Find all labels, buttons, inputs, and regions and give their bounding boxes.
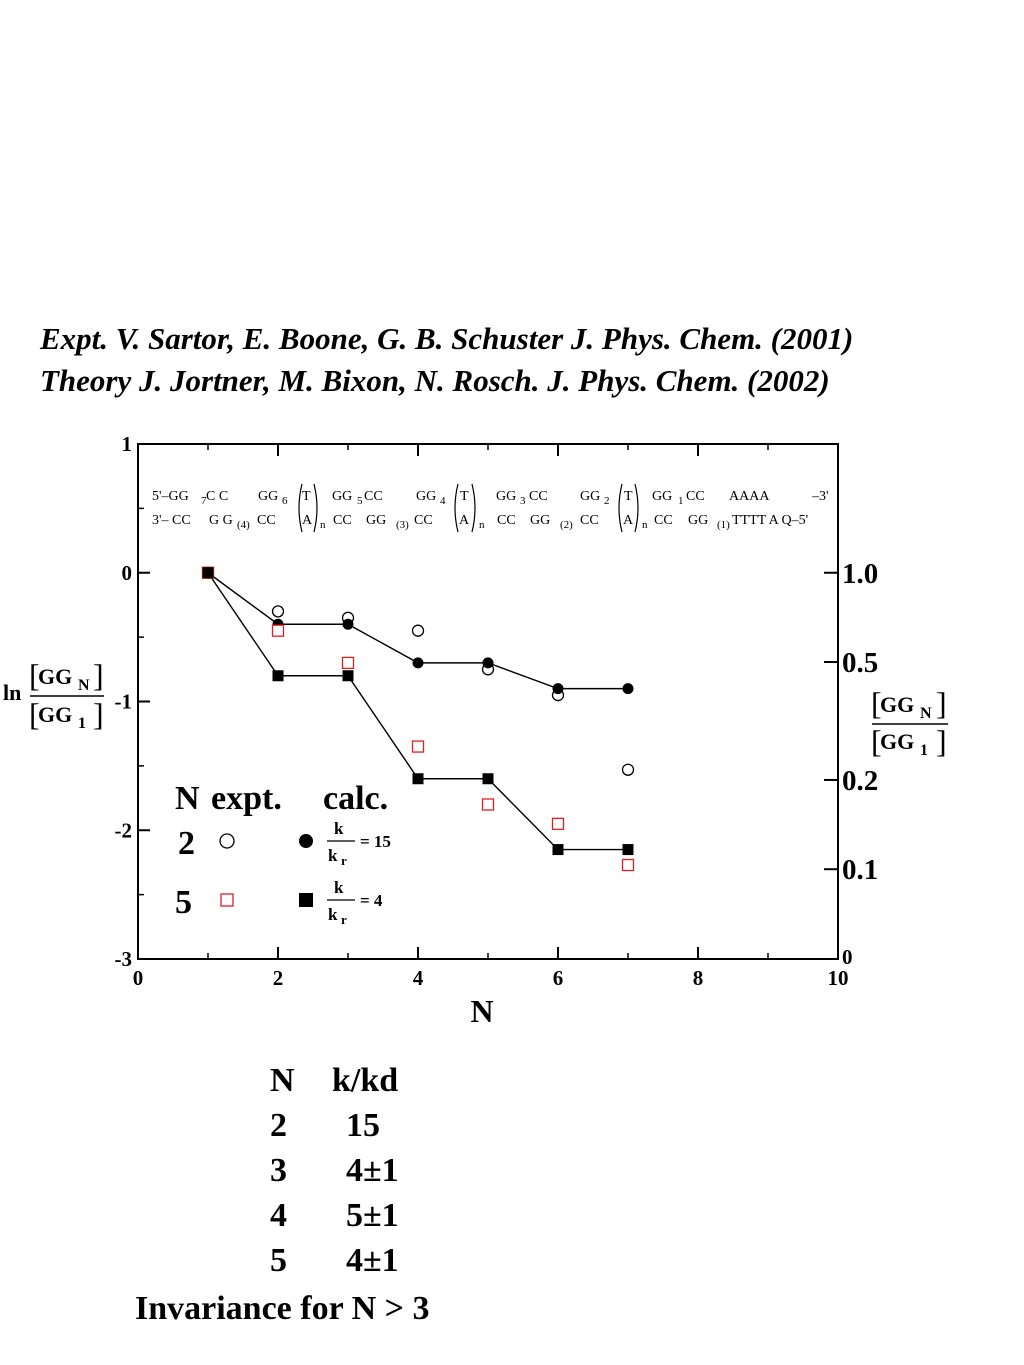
- legend-header-expt: expt.: [211, 780, 282, 817]
- table-header-n: N: [270, 1062, 295, 1099]
- open-circle-marker: [273, 606, 284, 617]
- legend-n: 2: [178, 825, 195, 862]
- x-axis-label: N: [470, 993, 494, 1029]
- sequence-segment: TTTT A Q–5': [732, 513, 809, 528]
- y2-axis-label-bracket: [: [871, 723, 882, 759]
- table-row: [270, 1238, 399, 1283]
- table-row: [270, 1193, 399, 1238]
- open-square-marker: [483, 799, 494, 810]
- sequence-segment: (1): [717, 519, 730, 531]
- sequence-segment: 7: [201, 495, 207, 507]
- table-cell: 15: [346, 1107, 380, 1144]
- invariance-note: Invariance for N > 3: [135, 1290, 430, 1327]
- open-circle-marker: [623, 764, 634, 775]
- x-tick-label: 10: [827, 966, 849, 990]
- dna-sequence: [152, 484, 829, 532]
- sequence-segment: GG: [416, 489, 437, 504]
- table-cell: 5: [270, 1242, 287, 1279]
- y-axis-label-denominator-sub: 1: [78, 715, 86, 732]
- x-tick-label: 8: [692, 966, 704, 990]
- open-square-marker: [623, 860, 634, 871]
- filled-circle-marker: [553, 683, 564, 694]
- sequence-segment: 6: [282, 495, 288, 507]
- sequence-segment: A: [302, 513, 313, 528]
- sequence-segment: (2): [560, 519, 573, 531]
- open-square-marker: [221, 894, 233, 906]
- references: [40, 318, 853, 402]
- sequence-segment: GG: [530, 513, 551, 528]
- open-square-marker: [273, 625, 284, 636]
- sequence-segment: CC: [257, 513, 276, 528]
- sequence-segment: 3: [520, 495, 526, 507]
- table-header: [270, 1058, 399, 1103]
- filled-circle-marker: [413, 657, 424, 668]
- sequence-segment: GG: [332, 489, 353, 504]
- table-cell: 5±1: [346, 1197, 399, 1234]
- legend-n: 5: [175, 884, 192, 921]
- sequence-segment: 3'– CC: [152, 513, 191, 528]
- sequence-segment: AAAA: [729, 489, 770, 504]
- sequence-segment: CC: [333, 513, 352, 528]
- y-axis-label-prefix: ln: [3, 680, 22, 705]
- sequence-segment: GG: [366, 513, 387, 528]
- filled-circle-marker: [299, 834, 313, 848]
- sequence-bracket: [635, 484, 638, 532]
- sequence-bracket: [619, 484, 622, 532]
- sequence-segment: T: [460, 489, 469, 504]
- y2-tick-label: 0.2: [842, 764, 879, 797]
- x-tick-label: 0: [132, 966, 144, 990]
- sequence-segment: CC: [364, 489, 383, 504]
- y2-axis-label-bracket: ]: [936, 723, 947, 759]
- table-cell: 3: [270, 1152, 287, 1189]
- x-tick-label: 4: [412, 966, 424, 990]
- filled-square-marker: [273, 670, 284, 681]
- sequence-bracket: [314, 484, 317, 532]
- sequence-segment: CC: [529, 489, 548, 504]
- legend-ratio-value: = 4: [360, 891, 383, 910]
- legend-kr: k: [328, 905, 338, 924]
- table-cell: 4±1: [346, 1242, 399, 1279]
- y-tick-label: 0: [121, 560, 132, 585]
- sequence-segment: (3): [396, 519, 409, 531]
- chart: [0, 420, 1024, 1040]
- legend-header-n: N: [175, 780, 200, 817]
- y-axis-label-bracket: ]: [93, 657, 104, 693]
- filled-circle-marker: [623, 683, 634, 694]
- table-cell: 4±1: [346, 1152, 399, 1189]
- sequence-segment: T: [624, 489, 633, 504]
- filled-circle-marker: [343, 619, 354, 630]
- filled-circle-marker: [483, 657, 494, 668]
- filled-square-marker: [413, 773, 424, 784]
- y2-tick-label: 0: [842, 945, 853, 969]
- sequence-segment: C C: [206, 489, 229, 504]
- y-axis-label-numerator-sub: N: [78, 677, 90, 694]
- sequence-bracket: [455, 484, 458, 532]
- open-square-marker: [413, 741, 424, 752]
- sequence-segment: GG: [580, 489, 601, 504]
- sequence-segment: 2: [604, 495, 610, 507]
- y-axis-label-numerator: GG: [38, 664, 73, 689]
- sequence-segment: T: [302, 489, 311, 504]
- legend-kr-sub: r: [341, 912, 347, 927]
- sequence-segment: A: [623, 513, 634, 528]
- sequence-segment: CC: [414, 513, 433, 528]
- table-header-k: k/kd: [332, 1062, 399, 1099]
- open-square-marker: [343, 657, 354, 668]
- y2-tick-label: 1.0: [842, 557, 879, 590]
- y2-axis-label-numerator-sub: N: [920, 705, 932, 722]
- open-circle-marker: [220, 834, 234, 848]
- legend-k: k: [334, 878, 344, 897]
- y2-axis-label-denominator: GG: [880, 729, 915, 754]
- y2-tick-label: 0.5: [842, 646, 879, 679]
- y-axis-label-denominator: GG: [38, 702, 73, 727]
- sequence-segment: 5'–GG: [152, 489, 189, 504]
- sequence-bracket: [472, 484, 475, 532]
- x-tick-label: 6: [552, 966, 564, 990]
- y-tick-label: -2: [114, 818, 132, 843]
- x-tick-label: 2: [272, 966, 284, 990]
- y2-axis-label-denominator-sub: 1: [920, 742, 928, 759]
- sequence-segment: n: [320, 519, 326, 531]
- sequence-segment: CC: [580, 513, 599, 528]
- sequence-segment: (4): [237, 519, 250, 531]
- sequence-segment: 1: [678, 495, 684, 507]
- legend-kr: k: [328, 846, 338, 865]
- sequence-segment: GG: [652, 489, 673, 504]
- sequence-segment: GG: [258, 489, 279, 504]
- table-row: [270, 1103, 399, 1148]
- sequence-segment: 5: [357, 495, 363, 507]
- filled-square-marker: [203, 567, 214, 578]
- sequence-segment: CC: [654, 513, 673, 528]
- legend-header-calc: calc.: [323, 780, 389, 817]
- filled-square-marker: [299, 893, 313, 907]
- reference-expt: Expt. V. Sartor, E. Boone, G. B. Schuster J. Phys. Chem. (2001): [40, 321, 854, 356]
- y2-axis-label-bracket: [: [871, 685, 882, 721]
- sequence-segment: A: [459, 513, 470, 528]
- data-markers: [203, 567, 634, 870]
- y-axis-label-bracket: [: [29, 696, 40, 732]
- y-axis-label-bracket: [: [29, 657, 40, 693]
- y-tick-label: -3: [114, 947, 132, 971]
- sequence-segment: n: [642, 519, 648, 531]
- rate-table: [270, 1058, 399, 1283]
- legend-ratio-value: = 15: [360, 832, 391, 851]
- filled-square-marker: [483, 773, 494, 784]
- legend-k: k: [334, 819, 344, 838]
- sequence-segment: CC: [686, 489, 705, 504]
- reference-theory: Theory J. Jortner, M. Bixon, N. Rosch. J. Phys. Chem. (2002): [40, 363, 830, 398]
- y2-tick-label: 0.1: [842, 854, 879, 887]
- y-tick-label: 1: [121, 432, 132, 456]
- filled-square-marker: [553, 844, 564, 855]
- sequence-segment: n: [479, 519, 485, 531]
- sequence-segment: 4: [440, 495, 446, 507]
- legend-kr-sub: r: [341, 853, 347, 868]
- sequence-segment: G G: [209, 513, 233, 528]
- sequence-segment: GG: [496, 489, 517, 504]
- table-cell: 4: [270, 1197, 287, 1234]
- legend: [175, 780, 391, 927]
- sequence-segment: CC: [497, 513, 516, 528]
- table-cell: 2: [270, 1107, 287, 1144]
- y-tick-label: -1: [114, 689, 132, 714]
- sequence-segment: –3': [812, 489, 829, 504]
- open-circle-marker: [413, 625, 424, 636]
- y-axis-label-bracket: ]: [93, 696, 104, 732]
- filled-square-marker: [343, 670, 354, 681]
- y2-axis-label-numerator: GG: [880, 692, 915, 717]
- y2-axis-label-bracket: ]: [936, 685, 947, 721]
- filled-square-marker: [623, 844, 634, 855]
- sequence-segment: GG: [688, 513, 709, 528]
- axis-labels: [3, 657, 948, 1029]
- table-row: [270, 1148, 399, 1193]
- open-square-marker: [553, 818, 564, 829]
